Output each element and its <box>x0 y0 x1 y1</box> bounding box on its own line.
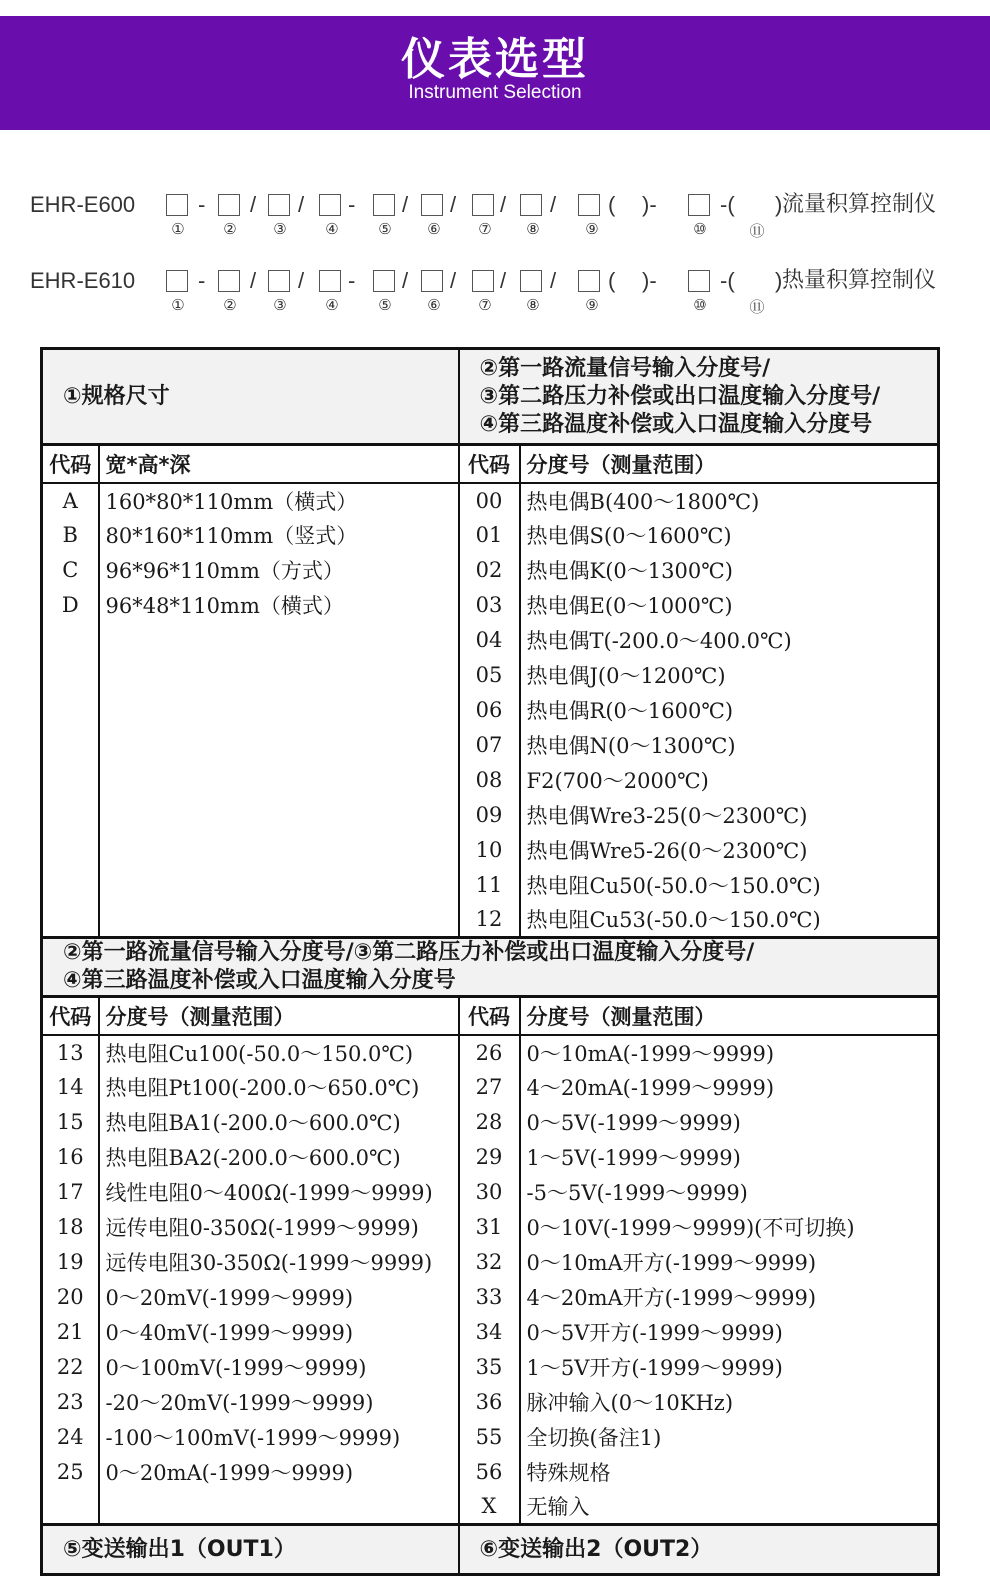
row-code: 11 <box>459 868 520 903</box>
position-number: ③ <box>273 221 287 238</box>
row-value: 热电阻BA2(-200.0～600.0℃) <box>99 1140 459 1175</box>
code-separator: / <box>298 268 305 293</box>
row-value: 热电偶Wre3-25(0～2300℃) <box>520 798 939 833</box>
position-number: ⑨ <box>585 221 599 238</box>
column-header-code: 代码 <box>459 997 520 1035</box>
code-placeholder-box <box>472 194 494 216</box>
row-value: 脉冲输入(0～10KHz) <box>520 1385 939 1420</box>
empty-cell <box>42 868 99 903</box>
code-separator: )- <box>642 192 657 217</box>
row-value: 0～5V开方(-1999～9999) <box>520 1315 939 1350</box>
row-code: 12 <box>459 903 520 938</box>
code-placeholder-box <box>218 194 240 216</box>
row-value: 热电阻Cu53(-50.0～150.0℃) <box>520 903 939 938</box>
row-code: 14 <box>42 1070 99 1105</box>
column-header-graduation: 分度号（测量范围） <box>99 997 459 1035</box>
page-subtitle: Instrument Selection <box>408 82 582 103</box>
row-code: 33 <box>459 1280 520 1315</box>
code-separator: -( <box>720 192 735 217</box>
code-separator: / <box>298 192 305 217</box>
row-value: 热电阻Cu50(-50.0～150.0℃) <box>520 868 939 903</box>
empty-cell <box>99 798 459 833</box>
row-value: 热电偶Wre5-26(0～2300℃) <box>520 833 939 868</box>
row-value: 无输入 <box>520 1490 939 1525</box>
empty-cell <box>42 693 99 728</box>
row-value: 4～20mA开方(-1999～9999) <box>520 1280 939 1315</box>
table-row <box>42 763 939 798</box>
code-separator: - <box>198 268 206 293</box>
empty-cell <box>99 1490 459 1525</box>
empty-cell <box>42 1490 99 1525</box>
row-code: 06 <box>459 693 520 728</box>
row-code: 08 <box>459 763 520 798</box>
table-row <box>42 1385 939 1420</box>
row-code: 35 <box>459 1350 520 1385</box>
row-value: 特殊规格 <box>520 1455 939 1490</box>
column-header-code: 代码 <box>459 445 520 483</box>
selection-table <box>40 347 940 1576</box>
row-code: 19 <box>42 1245 99 1280</box>
code-separator: / <box>250 268 257 293</box>
row-value: 0～100mV(-1999～9999) <box>99 1350 459 1385</box>
row-value: 80*160*110mm（竖式） <box>99 518 459 553</box>
row-value: 热电偶B(400～1800℃) <box>520 483 939 518</box>
code-separator: - <box>348 192 356 217</box>
row-code: 36 <box>459 1385 520 1420</box>
table-row <box>42 588 939 623</box>
position-number: ⑪ <box>749 223 765 240</box>
page-title: 仪表选型 <box>401 34 589 85</box>
table-row <box>42 553 939 588</box>
empty-cell <box>42 798 99 833</box>
empty-cell <box>99 728 459 763</box>
row-value: 1～5V(-1999～9999) <box>520 1140 939 1175</box>
row-code: 22 <box>42 1350 99 1385</box>
code-placeholder-box <box>268 194 290 216</box>
table-row <box>42 1070 939 1105</box>
code-placeholder-box <box>520 270 542 292</box>
section-title-line: ③第二路压力补偿或出口温度输入分度号/ <box>479 383 881 409</box>
row-code: 20 <box>42 1280 99 1315</box>
code-separator: / <box>402 268 409 293</box>
row-code: 28 <box>459 1105 520 1140</box>
code-separator: ( <box>608 268 616 293</box>
model-code-line <box>30 190 980 240</box>
empty-cell <box>99 903 459 938</box>
code-placeholder-box <box>688 194 710 216</box>
position-number: ① <box>171 221 185 238</box>
empty-cell <box>42 728 99 763</box>
table-row <box>42 798 939 833</box>
code-separator: / <box>550 192 557 217</box>
code-separator: ( <box>608 192 616 217</box>
empty-cell <box>99 658 459 693</box>
empty-cell <box>42 658 99 693</box>
empty-cell <box>99 763 459 798</box>
table-row <box>42 1175 939 1210</box>
row-code: 29 <box>459 1140 520 1175</box>
empty-cell <box>99 868 459 903</box>
row-value: 0～20mA(-1999～9999) <box>99 1455 459 1490</box>
code-separator: ) <box>775 192 783 217</box>
section-title-line: ②第一路流量信号输入分度号/③第二路压力补偿或出口温度输入分度号/ <box>63 940 755 965</box>
code-placeholder-box <box>166 270 188 292</box>
table-row <box>42 1315 939 1350</box>
position-number: ⑥ <box>427 221 441 238</box>
row-value: 4～20mA(-1999～9999) <box>520 1070 939 1105</box>
code-placeholder-box <box>319 270 341 292</box>
row-value: 全切换(备注1) <box>520 1420 939 1455</box>
row-code: A <box>42 483 99 518</box>
position-number: ⑩ <box>693 297 707 314</box>
section-title <box>42 938 939 997</box>
column-header-graduation: 分度号（测量范围） <box>520 445 939 483</box>
row-code: 26 <box>459 1035 520 1070</box>
code-placeholder-box <box>373 270 395 292</box>
table-row <box>42 623 939 658</box>
section-title-line: ④第三路温度补偿或入口温度输入分度号 <box>63 968 456 993</box>
row-code: 03 <box>459 588 520 623</box>
code-separator: / <box>500 192 507 217</box>
row-value: -100～100mV(-1999～9999) <box>99 1420 459 1455</box>
table-row <box>42 903 939 938</box>
table-row <box>42 483 939 518</box>
row-code: D <box>42 588 99 623</box>
code-placeholder-box <box>268 270 290 292</box>
row-code: 32 <box>459 1245 520 1280</box>
header-banner <box>0 16 990 130</box>
position-number: ② <box>223 297 237 314</box>
row-code: 55 <box>459 1420 520 1455</box>
row-value: 热电偶J(0～1200℃) <box>520 658 939 693</box>
row-value: 热电阻BA1(-200.0～600.0℃) <box>99 1105 459 1140</box>
row-value: 热电偶K(0～1300℃) <box>520 553 939 588</box>
row-code: 07 <box>459 728 520 763</box>
row-value: 0～5V(-1999～9999) <box>520 1105 939 1140</box>
position-number: ⑧ <box>526 297 540 314</box>
row-value: F2(700～2000℃) <box>520 763 939 798</box>
model-name: EHR-E600 <box>30 192 136 217</box>
column-header-dimensions: 宽*高*深 <box>99 445 459 483</box>
position-number: ① <box>171 297 185 314</box>
empty-cell <box>99 623 459 658</box>
empty-cell <box>99 693 459 728</box>
row-code: 15 <box>42 1105 99 1140</box>
row-value: -5～5V(-1999～9999) <box>520 1175 939 1210</box>
code-placeholder-box <box>218 270 240 292</box>
row-value: 1～5V开方(-1999～9999) <box>520 1350 939 1385</box>
table-row <box>42 1245 939 1280</box>
row-code: 30 <box>459 1175 520 1210</box>
position-number: ⑤ <box>378 221 392 238</box>
table-row <box>42 728 939 763</box>
table-row <box>42 658 939 693</box>
code-placeholder-box <box>578 270 600 292</box>
empty-cell <box>99 833 459 868</box>
row-code: 56 <box>459 1455 520 1490</box>
row-value: 96*48*110mm（横式） <box>99 588 459 623</box>
code-separator: / <box>450 192 457 217</box>
row-code: C <box>42 553 99 588</box>
row-value: 0～10mA开方(-1999～9999) <box>520 1245 939 1280</box>
table-row <box>42 518 939 553</box>
position-number: ⑪ <box>749 299 765 316</box>
row-value: 热电偶E(0～1000℃) <box>520 588 939 623</box>
position-number: ⑦ <box>478 297 492 314</box>
row-code: 21 <box>42 1315 99 1350</box>
row-code: 31 <box>459 1210 520 1245</box>
section-title-spec-size: ①规格尺寸 <box>42 349 459 445</box>
row-code: X <box>459 1490 520 1525</box>
row-value: 0～10mA(-1999～9999) <box>520 1035 939 1070</box>
row-code: 00 <box>459 483 520 518</box>
model-description: 流量积算控制仪 <box>782 192 937 217</box>
table-row <box>42 833 939 868</box>
position-number: ④ <box>325 221 339 238</box>
row-code: 18 <box>42 1210 99 1245</box>
code-separator: / <box>450 268 457 293</box>
row-value: 0～20mV(-1999～9999) <box>99 1280 459 1315</box>
table-row <box>42 1490 939 1525</box>
position-number: ⑩ <box>693 221 707 238</box>
row-code: 02 <box>459 553 520 588</box>
empty-cell <box>42 833 99 868</box>
section-title-line: ②第一路流量信号输入分度号/ <box>479 355 771 381</box>
row-code: 34 <box>459 1315 520 1350</box>
position-number: ⑤ <box>378 297 392 314</box>
code-separator: - <box>198 192 206 217</box>
section-title-out2: ⑥变送输出2（OUT2） <box>459 1525 939 1575</box>
code-placeholder-box <box>688 270 710 292</box>
position-number: ⑥ <box>427 297 441 314</box>
code-placeholder-box <box>421 194 443 216</box>
code-separator: / <box>500 268 507 293</box>
position-number: ⑧ <box>526 221 540 238</box>
empty-cell <box>42 903 99 938</box>
code-placeholder-box <box>472 270 494 292</box>
empty-cell <box>42 623 99 658</box>
table-row <box>42 693 939 728</box>
section-title-line: ④第三路温度补偿或入口温度输入分度号 <box>479 411 873 437</box>
row-value: 热电偶N(0～1300℃) <box>520 728 939 763</box>
code-placeholder-box <box>319 194 341 216</box>
row-value: 远传电阻0-350Ω(-1999～9999) <box>99 1210 459 1245</box>
table-row <box>42 1140 939 1175</box>
model-code-line <box>30 266 980 316</box>
code-placeholder-box <box>578 194 600 216</box>
code-separator: ) <box>775 268 783 293</box>
empty-cell <box>42 763 99 798</box>
table-row <box>42 1105 939 1140</box>
row-value: 热电偶R(0～1600℃) <box>520 693 939 728</box>
column-header-code: 代码 <box>42 997 99 1035</box>
code-separator: / <box>250 192 257 217</box>
code-separator: / <box>550 268 557 293</box>
row-code: 05 <box>459 658 520 693</box>
code-placeholder-box <box>166 194 188 216</box>
row-value: 160*80*110mm（横式） <box>99 483 459 518</box>
row-code: 25 <box>42 1455 99 1490</box>
position-number: ② <box>223 221 237 238</box>
table-row <box>42 1350 939 1385</box>
section-title-out1: ⑤变送输出1（OUT1） <box>42 1525 459 1575</box>
code-separator: - <box>348 268 356 293</box>
row-value: 热电偶T(-200.0～400.0℃) <box>520 623 939 658</box>
table-row <box>42 1280 939 1315</box>
row-code: 01 <box>459 518 520 553</box>
row-value: 热电偶S(0～1600℃) <box>520 518 939 553</box>
column-header-code: 代码 <box>42 445 99 483</box>
row-value: 热电阻Pt100(-200.0～650.0℃) <box>99 1070 459 1105</box>
row-code: 09 <box>459 798 520 833</box>
row-value: 热电阻Cu100(-50.0～150.0℃) <box>99 1035 459 1070</box>
row-code: 13 <box>42 1035 99 1070</box>
row-value: 远传电阻30-350Ω(-1999～9999) <box>99 1245 459 1280</box>
row-code: 04 <box>459 623 520 658</box>
row-value: 线性电阻0～400Ω(-1999～9999) <box>99 1175 459 1210</box>
column-header-graduation: 分度号（测量范围） <box>520 997 939 1035</box>
row-code: 16 <box>42 1140 99 1175</box>
row-code: 23 <box>42 1385 99 1420</box>
table-row <box>42 868 939 903</box>
model-name: EHR-E610 <box>30 268 136 293</box>
code-placeholder-box <box>421 270 443 292</box>
row-value: 0～10V(-1999～9999)(不可切换) <box>520 1210 939 1245</box>
position-number: ④ <box>325 297 339 314</box>
section-title <box>459 349 939 445</box>
code-placeholder-box <box>520 194 542 216</box>
row-value: 0～40mV(-1999～9999) <box>99 1315 459 1350</box>
row-value: 96*96*110mm（方式） <box>99 553 459 588</box>
position-number: ⑦ <box>478 221 492 238</box>
position-number: ③ <box>273 297 287 314</box>
table-row <box>42 1210 939 1245</box>
row-value: -20～20mV(-1999～9999) <box>99 1385 459 1420</box>
model-description: 热量积算控制仪 <box>782 268 937 293</box>
code-separator: )- <box>642 268 657 293</box>
code-separator: / <box>402 192 409 217</box>
table-row <box>42 1455 939 1490</box>
table-row <box>42 1420 939 1455</box>
code-separator: -( <box>720 268 735 293</box>
table-row <box>42 1035 939 1070</box>
row-code: 27 <box>459 1070 520 1105</box>
code-placeholder-box <box>373 194 395 216</box>
position-number: ⑨ <box>585 297 599 314</box>
row-code: B <box>42 518 99 553</box>
row-code: 24 <box>42 1420 99 1455</box>
row-code: 10 <box>459 833 520 868</box>
row-code: 17 <box>42 1175 99 1210</box>
